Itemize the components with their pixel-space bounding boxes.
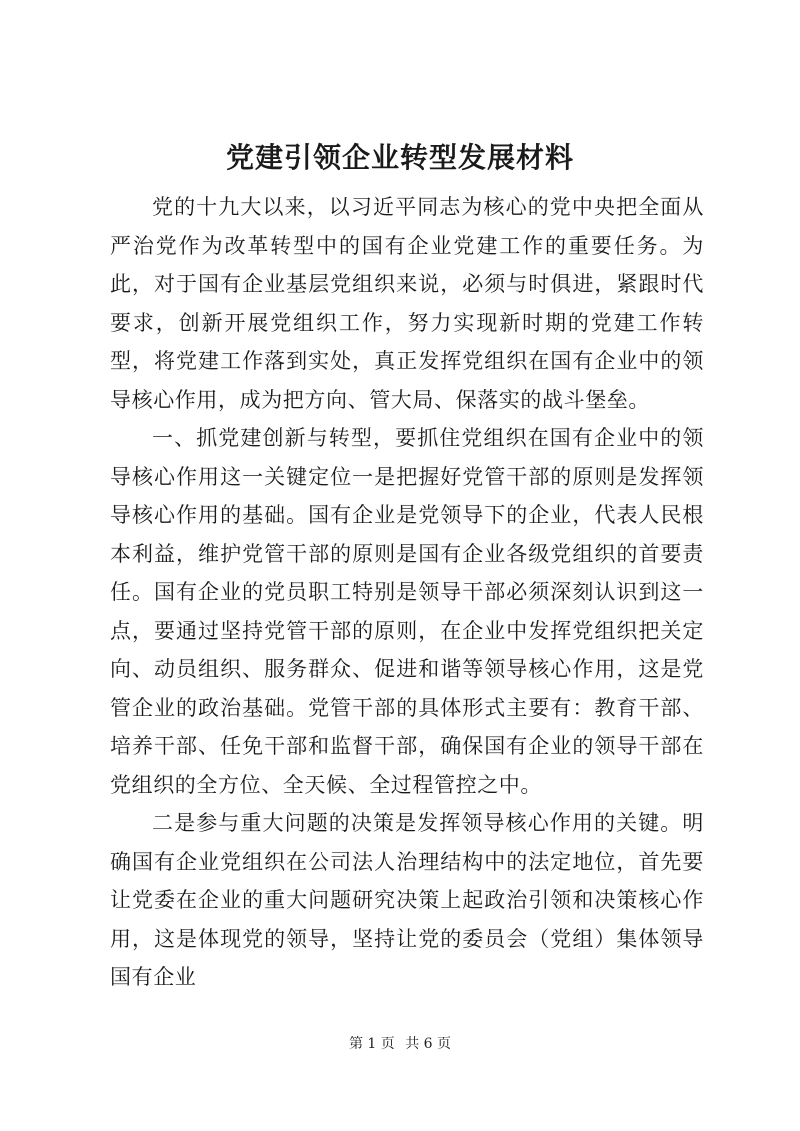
document-title: 党建引领企业转型发展材料 (225, 141, 574, 174)
document-body (110, 188, 704, 997)
paragraph-section-two: 二是参与重大问题的决策是发挥领导核心作用的关键。明确国有企业党组织在公司法人治理结构中的法定地位，首先要让党委在企业的重大问题研究决策上起政治引领和决策核心作用，这是体现党的领导，坚持让党的委员会（党组）集体领导国有企业 (110, 811, 704, 989)
paragraph-section-one: 一、抓党建创新与转型，要抓住党组织在国有企业中的领导核心作用这一关键定位一是把握好党管干部的原则是发挥领导核心作用的基础。国有企业是党领导下的企业，代表人民根本利益，维护党管干部的原则是国有企业各级党组织的首要责任。国有企业的党员职工特别是领导干部必须深刻认识到这一点，要通过坚持党管干部的原则，在企业中发挥党组织把关定向、动员组织、服务群众、促进和谐等领导核心作用，这是党管企业的政治基础。党管干部的具体形式主要有：教育干部、培养干部、任免干部和监督干部，确保国有企业的领导干部在党组织的全方位、全天候、全过程管控之中。 (110, 426, 704, 797)
paragraph-intro: 党的十九大以来，以习近平同志为核心的党中央把全面从严治党作为改革转型中的国有企业党建工作的重要任务。为此，对于国有企业基层党组织来说，必须与时俱进，紧跟时代要求，创新开展党组织工作，努力实现新时期的党建工作转型，将党建工作落到实处，真正发挥党组织在国有企业中的领导核心作用，成为把方向、管大局、保落实的战斗堡垒。 (110, 195, 704, 412)
page-number: 第 1 页 (348, 1036, 395, 1052)
page-footer (0, 1034, 800, 1054)
page-total: 共 6 页 (405, 1036, 452, 1052)
